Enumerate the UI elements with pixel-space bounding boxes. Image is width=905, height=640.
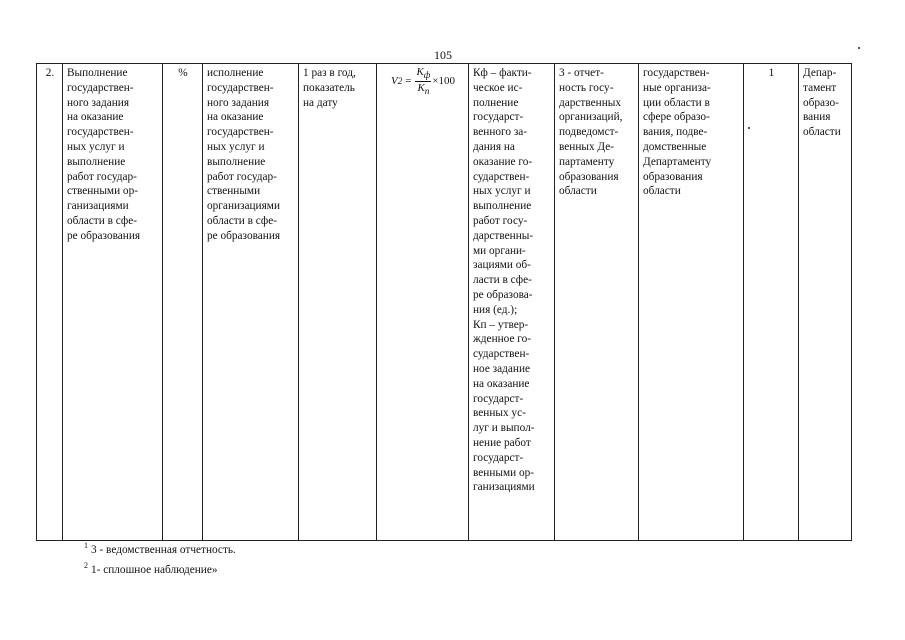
observation-subject: государствен- ные организа- ции области в сфере образо- вания, подве- домственные Департаменту образования области <box>643 67 712 198</box>
responsible-cell <box>799 64 852 541</box>
indicator-name: Выполнение государствен- ного задания на оказание государствен- ных услуг и выполнение работ государ- ственными ор- ганизациями области в сфе- ре образования <box>67 67 141 242</box>
formula-lhs: V <box>390 75 398 88</box>
formula-numerator: К <box>416 66 424 78</box>
code-cell <box>744 64 799 541</box>
formula-fraction <box>415 66 431 97</box>
data-collection-method: 3 - отчет- ность госу- дарственных организаций, подведомст- венных Де- партаменту образования области <box>559 67 623 198</box>
footnote <box>84 538 236 558</box>
formula-denominator: К <box>417 82 425 95</box>
formula-numerator-subscript: ф <box>423 70 431 81</box>
periodicity-cell <box>299 64 377 541</box>
row-number-cell <box>37 64 63 541</box>
calculation-formula: V 2 = $\frac{К_ф}{К_п}$ ×100 <box>390 66 456 97</box>
formula-cell <box>377 64 469 541</box>
footnote-text: 3 - ведомственная отчетность. <box>91 543 236 556</box>
method-cell <box>555 64 639 541</box>
footnote <box>84 558 236 578</box>
row-number: 2. <box>45 67 55 79</box>
unit-cell <box>163 64 203 541</box>
indicator-name-cell <box>63 64 163 541</box>
page-number: 105 <box>434 48 452 62</box>
formula-multiplier: ×100 <box>432 75 456 88</box>
formula-denominator-subscript: п <box>424 86 430 97</box>
periodicity: 1 раз в год, показатель на дату <box>303 67 356 109</box>
footnotes <box>84 538 236 578</box>
table-row <box>37 64 852 541</box>
footnote-mark: 1 <box>84 541 88 550</box>
observation-code: 1 <box>768 67 775 79</box>
indicator-definition: исполнение государствен- ного задания на оказание государствен- ных услуг и выполнение работ государ- ственными организациями области в сфе- ре образования <box>207 67 281 242</box>
formula-variables: Кф – факти- ческое ис- полнение государст- венного за- дания на оказание го- сударствен- ных услуг и выполнение работ госу- дарственны- ми органи- зациями об- ласти в сфе- ре образова- ния (ед.); Кп – утвер- жденное го- сударствен- ное задание на оказание государст- венных ус- луг и выпол- нение работ государст- венными ор- ганизациями <box>473 67 535 494</box>
unit-of-measure: % <box>178 67 188 79</box>
scan-speck <box>748 127 750 129</box>
responsible-department: Депар- тамент образо- вания области <box>803 67 841 139</box>
footnote-mark: 2 <box>84 560 88 570</box>
variables-cell <box>469 64 555 541</box>
subject-cell <box>639 64 744 541</box>
definition-cell <box>203 64 299 541</box>
formula-lhs-subscript: 2 <box>397 76 403 87</box>
scan-speck <box>858 47 860 49</box>
indicator-table <box>36 63 852 541</box>
footnote-text: 1- сплошное наблюдение» <box>91 563 218 576</box>
